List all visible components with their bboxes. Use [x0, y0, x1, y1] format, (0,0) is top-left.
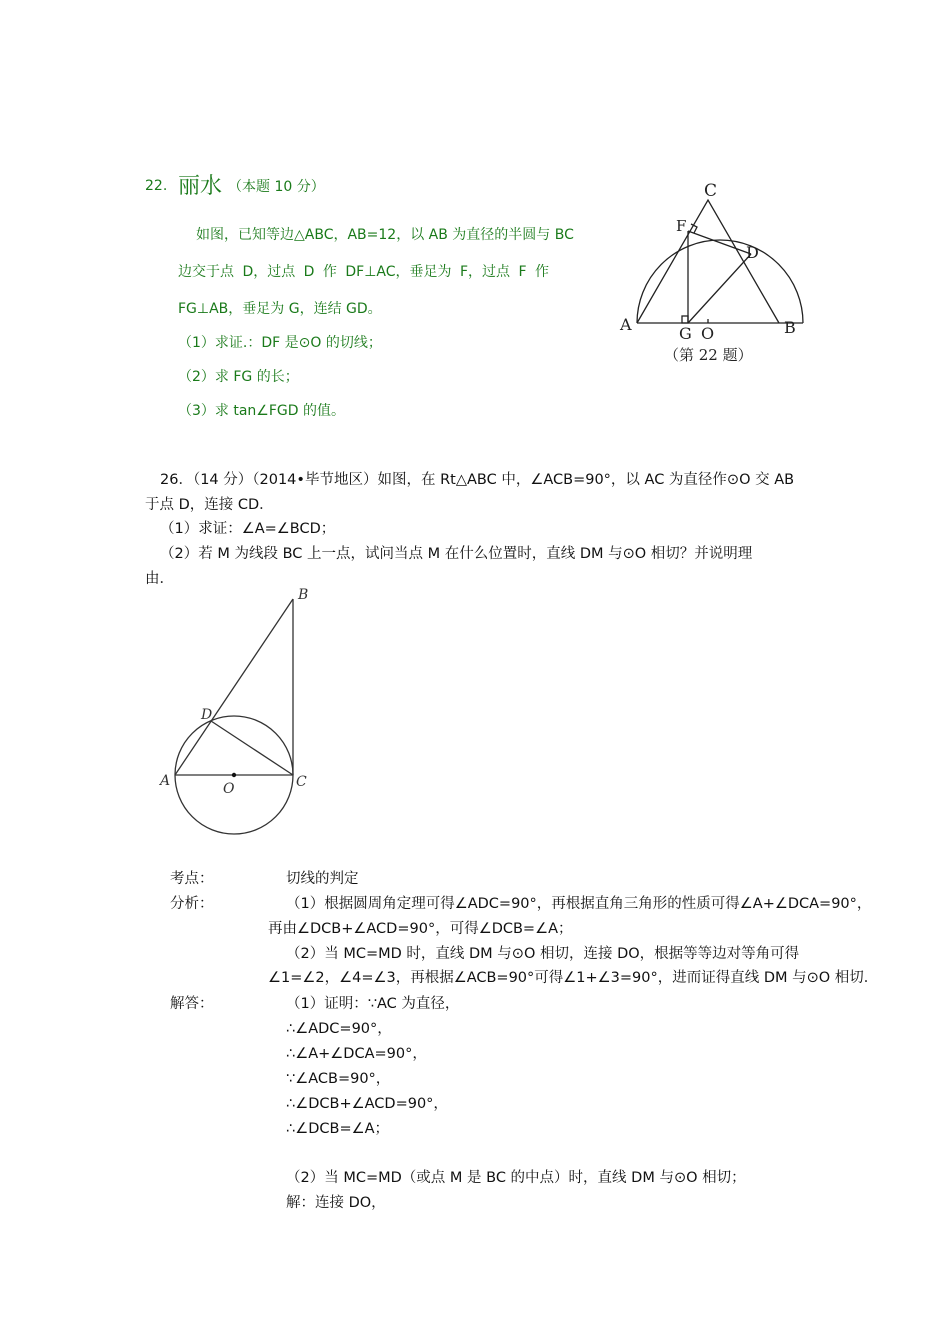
q22-text-line2: 边交于点 D，过点 D 作 DF⊥AC，垂足为 F，过点 F 作: [178, 264, 549, 280]
q22-label-c: C: [704, 181, 718, 201]
q26-label-o: O: [223, 781, 235, 797]
kaodian-text: 切线的判定: [286, 871, 359, 887]
q26-segment-ab: [175, 599, 293, 775]
q22-label-b: B: [784, 318, 796, 337]
solution-step: ∴∠DCB=∠A；: [286, 1121, 390, 1137]
solution-part2-line1: （2）当 MC=MD（或点 M 是 BC 的中点）时，直线 DM 与⊙O 相切；: [286, 1170, 746, 1186]
q22-semicircle: [637, 240, 803, 323]
jieda-label: 解答：: [170, 996, 214, 1012]
solution-step: ∴∠DCB+∠ACD=90°，: [286, 1096, 448, 1112]
q22-right-angle-g: [682, 316, 688, 323]
fenxi-label: 分析：: [170, 896, 214, 912]
q22-label-f: F: [676, 217, 687, 235]
solution-step: ∵∠ACB=90°，: [286, 1071, 391, 1087]
fenxi-line1: （1）根据圆周角定理可得∠ADC=90°，再根据直角三角形的性质可得∠A+∠DCA=90°，: [286, 896, 872, 912]
q26-figure: [150, 582, 330, 842]
q22-number: 22.: [145, 178, 168, 194]
solution-part2-line2: 解：连接 DO，: [286, 1195, 386, 1211]
q26-part2-line2: 由．: [145, 571, 174, 587]
q26-text-line1: 26．（14 分）（2014•毕节地区）如图，在 Rt△ABC 中，∠ACB=90°，以 AC 为直径作⊙O 交 AB: [160, 472, 795, 488]
q22-label-o: O: [701, 324, 715, 343]
fenxi-line3: （2）当 MC=MD 时，直线 DM 与⊙O 相切，连接 DO，根据等等边对等角可得: [286, 946, 800, 962]
q22-figure-caption: （第 22 题）: [664, 346, 753, 364]
q22-label-d: D: [746, 243, 759, 262]
q22-text-line1: 如图，已知等边△ABC，AB=12，以 AB 为直径的半圆与 BC: [196, 227, 574, 243]
q22-part2: （2）求 FG 的长；: [178, 369, 299, 385]
q22-part1: （1）求证.：DF 是⊙O 的切线；: [178, 335, 382, 351]
q26-label-b: B: [298, 587, 309, 603]
q22-segment-gd: [688, 254, 751, 323]
q26-segment-dc: [211, 721, 293, 775]
q26-part1: （1）求证：∠A=∠BCD；: [160, 521, 336, 537]
q22-label-a: A: [620, 315, 632, 334]
solution-step: ∴∠A+∠DCA=90°，: [286, 1046, 427, 1062]
q22-figure: [612, 176, 812, 372]
q26-center-dot: [232, 773, 236, 777]
q26-label-a: A: [160, 773, 171, 789]
solution-step: （1）证明：∵AC 为直径，: [286, 996, 460, 1012]
kaodian-label: 考点：: [170, 871, 214, 887]
q22-part3: （3）求 tan∠FGD 的值。: [178, 403, 345, 419]
fenxi-line2: 再由∠DCB+∠ACD=90°，可得∠DCB=∠A；: [268, 921, 573, 937]
q22-label-g: G: [679, 324, 692, 343]
q26-label-d: D: [201, 707, 213, 723]
q26-label-c: C: [296, 774, 307, 790]
solution-step: ∴∠ADC=90°，: [286, 1021, 392, 1037]
q26-text-line2: 于点 D，连接 CD．: [145, 497, 274, 513]
q26-part2-line1: （2）若 M 为线段 BC 上一点，试问当点 M 在什么位置时，直线 DM 与⊙O 相切？并说明理: [160, 546, 753, 562]
q22-region: 丽水: [178, 174, 223, 199]
q22-points: （本题 10 分）: [228, 179, 325, 195]
fenxi-line4: ∠1=∠2，∠4=∠3，再根据∠ACB=90°可得∠1+∠3=90°，进而证得直线 DM 与⊙O 相切．: [268, 970, 879, 986]
q22-text-line3: FG⊥AB，垂足为 G，连结 GD。: [178, 301, 382, 317]
